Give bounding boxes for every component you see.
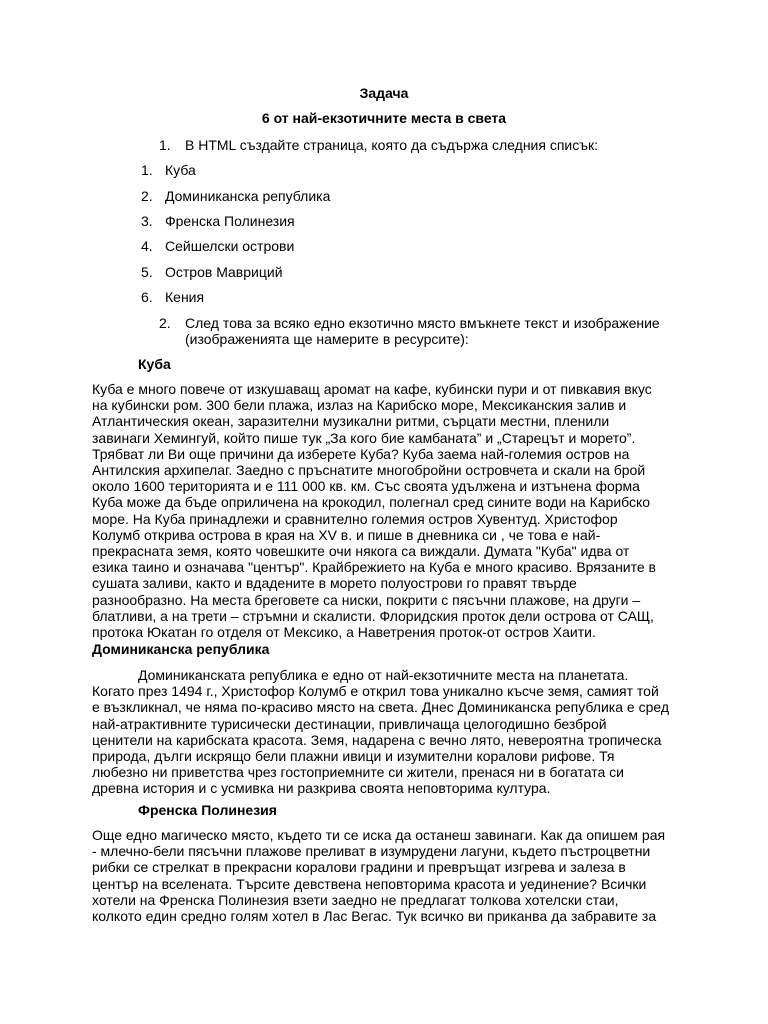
paragraph-line: център на вселената. Търсите девствена неповторима красота и уединение? Всички [92, 875, 647, 892]
list-item: Френска Полинезия [165, 213, 295, 229]
section-heading-dominican-republic: Доминиканска република [92, 641, 270, 657]
paragraph-line: прекрасната земя, която човешките очи някога са виждали. Думата "Куба" идва от [92, 543, 630, 560]
paragraph-line: около 1600 териториятa и е 111 000 кв. км. Със своята удължена и изтънена форма [92, 478, 640, 495]
paragraph-line: колкото един средно голям хотел в Лас Вегас. Тук всичко ви приканва да забравите за [92, 908, 657, 925]
step-1-number: 1. [159, 137, 171, 153]
document-title: Задача [359, 85, 409, 101]
paragraph-line: Още едно магическо място, където ти се иска да останеш завинаги. Как да опишем рая [92, 827, 666, 843]
section-paragraph-dominican-republic [92, 667, 682, 797]
paragraph-line: е възкликнал, че няма по-красиво място на света. Днес Доминиканска република е сред [92, 699, 670, 716]
list-item: Остров Мавриций [165, 264, 283, 280]
paragraph-line: на кубински ром. 300 бели плажа, излаз на Карибско море, Мексиканския залив и [92, 397, 627, 414]
paragraph-line: Когато през 1494 г., Христофор Колумб е открил това уникално късче земя, самият той [92, 683, 659, 700]
list-item: Кения [165, 289, 205, 305]
paragraph-line: древна история и с усмивка ни разкрива своята неповторима култура. [92, 780, 551, 797]
paragraph-line: Куба е много повече от изкушаващ аромат на кафе, кубински пури и от пивкавия вкус [92, 381, 652, 397]
list-item: Куба [165, 162, 196, 178]
section-paragraph-french-polynesia [92, 827, 682, 924]
document-subtitle: 6 от най-екзотичните места в света [261, 110, 507, 126]
paragraph-line: сушата заливи, както и вдадените в морето полуострови го правят твърде [92, 575, 577, 592]
list-item-number: 5. [141, 264, 153, 280]
step-1-text: В HTML създайте страница, която да съдържа следния списък: [185, 137, 599, 153]
paragraph-line: природа, дълги искрящо бели плажни ивици и изумителни коралови рифове. Тя [92, 748, 615, 765]
section-paragraph-cuba [92, 381, 682, 640]
list-item-number: 3. [141, 213, 153, 229]
paragraph-line: рибки се стрелкат в прекрасни коралови градини и превръщат изгрева и залеза в [92, 859, 626, 876]
paragraph-line: ценители на карибската красота. Земя, надарена с вечно лято, невероятна тропическа [92, 731, 662, 748]
paragraph-line: Доминиканската република е едно от най-екзотичните места на планетата. [138, 667, 629, 683]
list-item-number: 1. [141, 162, 153, 178]
list-item-number: 4. [141, 238, 153, 254]
paragraph-line: хотели на Френска Полинезия взети заедно не предлагат толкова хотелски стаи, [92, 891, 619, 908]
paragraph-line: Колумб открива острова в края на XV в. и пише в дневника си , че това е най- [92, 526, 601, 543]
paragraph-line: любезно ни приветства чрез гостоприемните си жители, пренася ни в богатата си [92, 764, 624, 781]
list-item-number: 6. [141, 289, 153, 305]
paragraph-line: Антилския архипелаг. Заедно с пръснатите многобройни островчета и скали на брой [92, 462, 646, 479]
paragraph-line: езика таино и означава "център". Крайбрежието на Куба е много красиво. Врязаните в [92, 559, 656, 576]
list-item: Сейшелски острови [165, 238, 295, 254]
paragraph-line: протока Юкатан го отделя от Мексико, а Наветрения проток-от остров Хаити. [92, 624, 596, 641]
paragraph-line: Трябват ли Ви още причини да изберете Куба? Куба заема най-големия остров на [92, 445, 630, 462]
paragraph-line: Атлантическия океан, заразителни музикални ритми, сърцати местни, пленили [92, 413, 610, 430]
section-heading-french-polynesia: Френска Полинезия [138, 802, 277, 818]
step-2-text-line: (изображенията ще намерите в ресурсите): [185, 331, 469, 347]
step-2-text-line: След това за всяко едно екзотично място вмъкнете текст и изображение [185, 315, 660, 331]
paragraph-line: - млечно-бели пясъчни плажове преливат в изумрудени лагуни, където пъстроцветни [92, 843, 651, 860]
list-item-number: 2. [141, 188, 153, 204]
paragraph-line: разнообразно. На места бреговете са ниски, покрити с пясъчни плажове, на други – [92, 591, 641, 608]
list-item: Доминиканска република [165, 188, 331, 204]
paragraph-line: най-атрактивните турисически дестинации, привличаща целогодишно безброй [92, 715, 607, 732]
paragraph-line: завинаги Хемингуй, който пише тук „За кого бие камбаната” и „Старецът и морето”. [92, 429, 636, 446]
paragraph-line: море. На Куба принадлежи и сравнително големия остров Хувентуд. Христофор [92, 510, 618, 527]
step-2-number: 2. [159, 315, 171, 331]
paragraph-line: Куба може да бъде оприличена на крокодил, полегнал сред сините води на Карибско [92, 494, 651, 511]
paragraph-line: блатливи, а на трети – стръмни и скалисти. Флоридския проток дели острова от САЩ, [92, 607, 654, 624]
section-heading-cuba: Куба [138, 356, 171, 372]
